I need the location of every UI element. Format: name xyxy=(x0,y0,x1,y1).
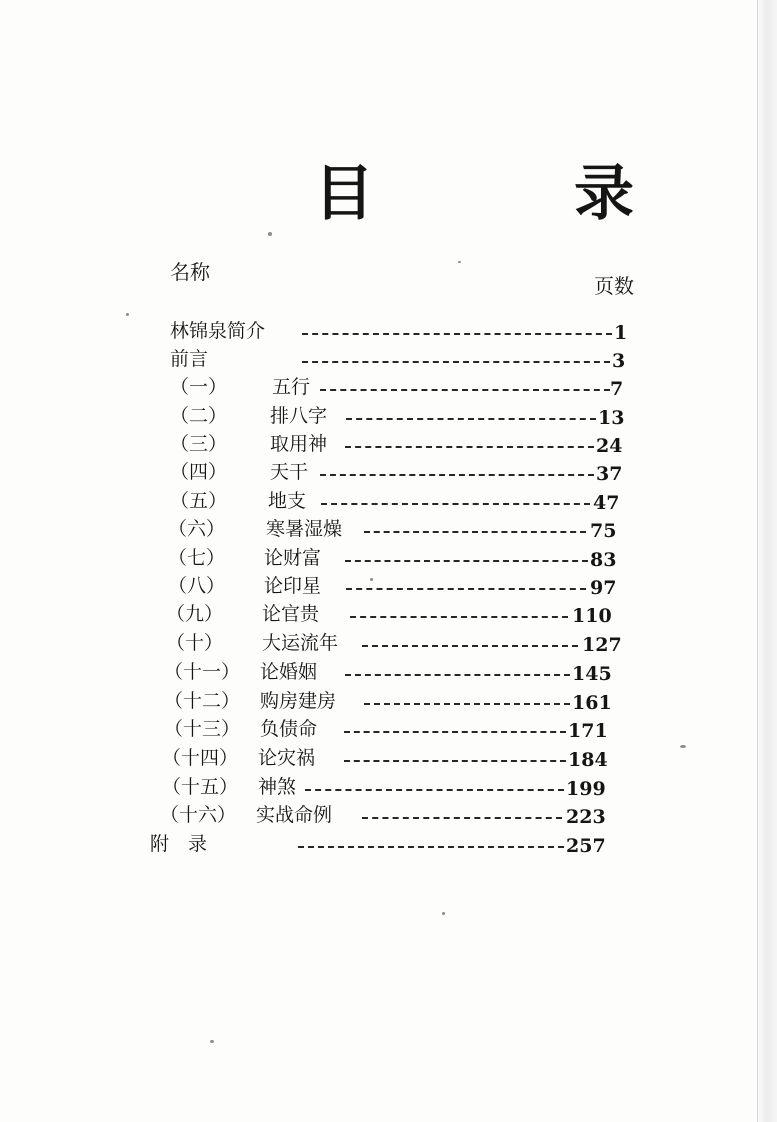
toc-leader-dots xyxy=(346,418,596,420)
scan-speck xyxy=(458,261,461,263)
toc-entry-title: 取用神 xyxy=(270,433,328,455)
toc-entry-title: 林锦泉简介 xyxy=(170,320,266,342)
toc-entry-number: （十） xyxy=(166,632,224,654)
toc-entry-number: （六） xyxy=(168,518,226,540)
page-column-header: 页数 xyxy=(594,274,634,298)
toc-entry-page: 7 xyxy=(610,378,624,400)
toc-leader-dots xyxy=(320,389,610,391)
toc-leader-dots xyxy=(346,588,586,590)
toc-leader-dots xyxy=(350,616,568,618)
toc-entry-number: （十三） xyxy=(164,718,241,740)
toc-entry-number: （四） xyxy=(170,461,228,483)
toc-leader-dots xyxy=(302,333,612,335)
toc-entry-page: 184 xyxy=(568,749,608,771)
scan-speck xyxy=(680,745,686,748)
toc-entry-page: 97 xyxy=(590,577,617,599)
toc-entry-page: 3 xyxy=(612,350,626,372)
toc-entry-page: 223 xyxy=(566,806,606,828)
toc-entry xyxy=(168,516,700,542)
toc-entry xyxy=(166,630,700,656)
toc-entry-number: （八） xyxy=(168,575,226,597)
toc-entry-title: 论财富 xyxy=(264,547,322,569)
toc-entry xyxy=(164,716,700,742)
toc-entry xyxy=(168,573,700,599)
toc-entry-page: 199 xyxy=(566,778,606,800)
toc-entry xyxy=(168,545,700,571)
scan-speck xyxy=(126,313,129,316)
toc-leader-dots xyxy=(344,760,566,762)
scan-speck xyxy=(442,912,445,915)
toc-entry-page: 13 xyxy=(598,407,625,429)
toc-entry-page: 24 xyxy=(596,435,623,457)
toc-entry-title: 附 录 xyxy=(150,833,208,855)
scan-speck xyxy=(370,578,373,581)
toc-leader-dots xyxy=(320,474,594,476)
toc-leader-dots xyxy=(345,560,588,562)
toc-entry-number: （十五） xyxy=(162,776,239,798)
toc-leader-dots xyxy=(362,645,578,647)
toc-entry-number: （二） xyxy=(170,405,228,427)
name-column-header: 名称 xyxy=(170,260,210,284)
toc-entry-page: 127 xyxy=(582,634,622,656)
toc-entry-page: 110 xyxy=(572,605,612,627)
toc-entry-title: 五行 xyxy=(272,376,311,398)
toc-entry-number: （一） xyxy=(170,376,228,398)
scan-speck xyxy=(210,1040,214,1043)
toc-entry-number: （三） xyxy=(170,433,228,455)
toc-entry-page: 47 xyxy=(593,492,620,514)
toc-entry-page: 75 xyxy=(590,520,617,542)
toc-entry-number: （十四） xyxy=(162,747,239,769)
toc-leader-dots xyxy=(364,703,570,705)
toc-entry-title: 大运流年 xyxy=(262,632,339,654)
toc-entry-title: 购房建房 xyxy=(260,690,337,712)
toc-entry xyxy=(164,659,700,685)
toc-entry-number: （五） xyxy=(170,490,228,512)
toc-leader-dots xyxy=(345,674,570,676)
toc-leader-dots xyxy=(305,789,564,791)
toc-entry xyxy=(170,431,700,457)
toc-entry-title: 论灾祸 xyxy=(258,747,316,769)
toc-leader-dots xyxy=(364,531,586,533)
toc-entry-title: 论印星 xyxy=(264,575,322,597)
toc-entry-page: 83 xyxy=(590,549,617,571)
toc-entry xyxy=(170,346,700,372)
toc-entry-title: 天干 xyxy=(270,461,309,483)
toc-entry-title: 神煞 xyxy=(258,776,297,798)
toc-leader-dots xyxy=(321,503,590,505)
toc-entry-page: 145 xyxy=(572,663,612,685)
toc-leader-dots xyxy=(345,446,594,448)
toc-entry-title: 负债命 xyxy=(260,718,318,740)
toc-leader-dots xyxy=(298,846,564,848)
toc-entry-title: 前言 xyxy=(170,348,209,370)
toc-entry-page: 37 xyxy=(596,463,623,485)
toc-entry xyxy=(160,802,700,828)
toc-entry-title: 排八字 xyxy=(270,405,328,427)
toc-entry xyxy=(166,601,700,627)
toc-entry-number: （十六） xyxy=(160,804,237,826)
toc-entry-page: 257 xyxy=(566,835,606,857)
toc-entry xyxy=(170,459,700,485)
toc-entry xyxy=(150,831,700,857)
toc-leader-dots xyxy=(362,817,562,819)
toc-entry xyxy=(170,403,700,429)
scan-speck xyxy=(268,232,272,236)
toc-entry xyxy=(170,488,700,514)
toc-entry-number: （十二） xyxy=(164,690,241,712)
toc-entry-title: 论官贵 xyxy=(262,603,320,625)
toc-entry xyxy=(162,774,700,800)
toc-entry-page: 171 xyxy=(568,720,608,742)
toc-entry-title: 论婚姻 xyxy=(260,661,318,683)
toc-entry-number: （九） xyxy=(166,603,224,625)
toc-entry xyxy=(164,688,700,714)
toc-leader-dots xyxy=(344,731,566,733)
toc-leader-dots xyxy=(302,361,610,363)
page-title: 目 录 xyxy=(314,159,704,229)
toc-entry xyxy=(162,745,700,771)
toc-entry-title: 寒暑湿燥 xyxy=(266,518,343,540)
toc-entry xyxy=(170,318,700,344)
toc-entry-title: 地支 xyxy=(268,490,307,512)
toc-entry xyxy=(170,374,700,400)
toc-entry-page: 1 xyxy=(614,322,628,344)
toc-entry-number: （七） xyxy=(168,547,226,569)
toc-entry-page: 161 xyxy=(572,692,612,714)
toc-entry-number: （十一） xyxy=(164,661,241,683)
toc-entry-title: 实战命例 xyxy=(256,804,333,826)
